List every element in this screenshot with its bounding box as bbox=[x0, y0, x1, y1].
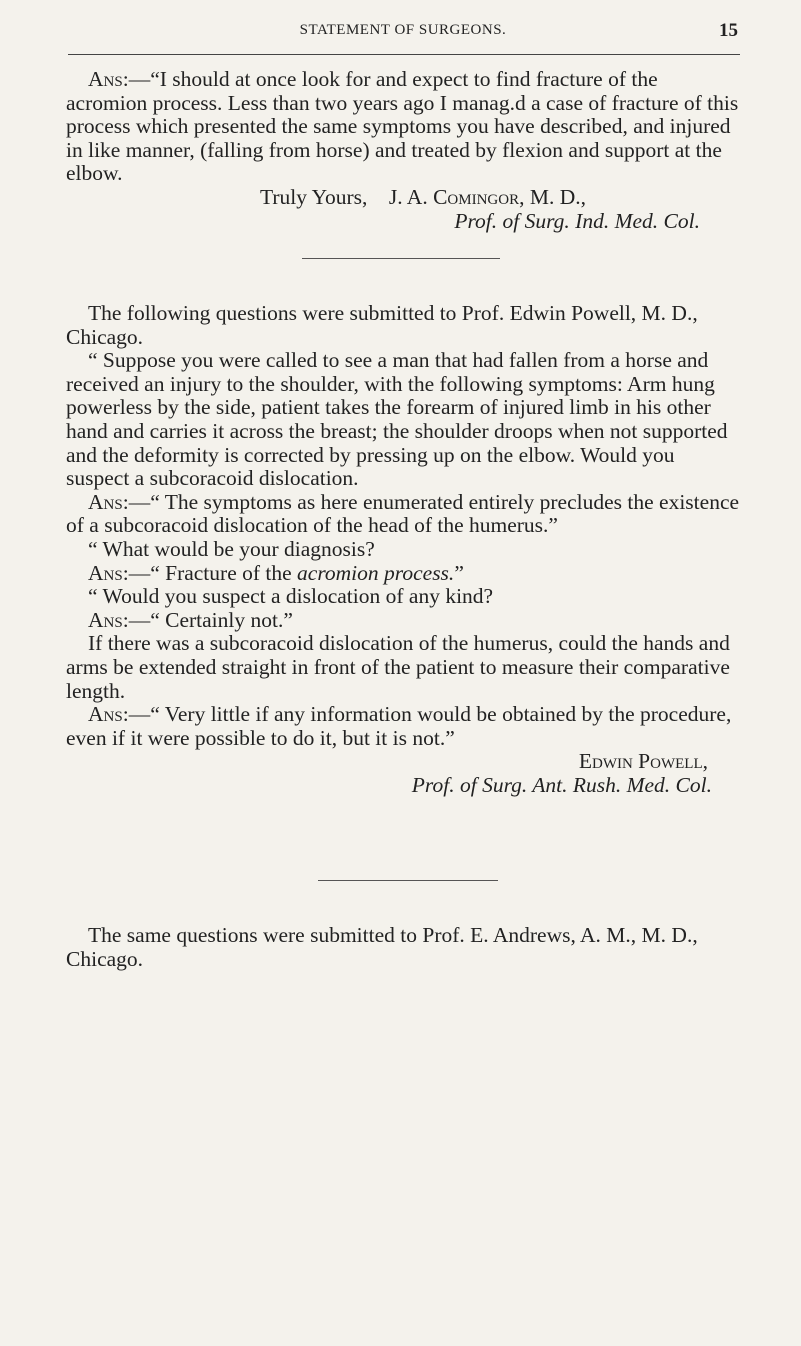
question-1: “ Suppose you were called to see a man that had fallen from a horse and received an injury to the shoulder, with the following symptoms: Arm hung powerless by the side, patient takes the forearm of injured limb in his other hand and carries it across the breast; the shoulder droops when not supported and the deformity is corrected by pressing up on the elbow. Would you suspect a subcoracoid dislocation. bbox=[66, 348, 728, 491]
answer-text: —“ Certainly not.” bbox=[128, 607, 293, 632]
question-3: “ Would you suspect a dislocation of any kind? bbox=[88, 584, 494, 609]
answer-text: —“I should at once look for and expect to find fracture of the acromion process. Less than two years ago I manag.d a case of fracture of this process which presented the same symptoms you have described, and injured in like manner, (falling from horse) and treated by flexion and support at the elbow. bbox=[66, 67, 739, 186]
comingor-title: Prof. of Surg. Ind. Med. Col. bbox=[454, 208, 700, 233]
answer-text: —“ Fracture of the bbox=[128, 560, 298, 585]
answer-text: —“ The symptoms as here enumerated entirely precludes the existence of a subcoracoid dislocation of the head of the humerus.” bbox=[66, 489, 740, 538]
page-number: 15 bbox=[719, 20, 738, 41]
powell-title: Prof. of Surg. Ant. Rush. Med. Col. bbox=[411, 772, 712, 797]
answer-3 bbox=[66, 609, 742, 633]
header-rule bbox=[68, 54, 740, 55]
powell-statement bbox=[66, 302, 742, 797]
comingor-statement bbox=[66, 68, 742, 233]
section-divider bbox=[302, 258, 500, 259]
comingor-answer bbox=[66, 68, 742, 186]
answer-label: Ans: bbox=[88, 489, 129, 514]
question-4: If there was a subcoracoid dislocation of the humerus, could the hands and arms be extended straight in front of the patient to measure their comparative length. bbox=[66, 631, 730, 703]
powell-intro: The following questions were submitted to Prof. Edwin Powell, M. D., Chicago. bbox=[66, 301, 698, 349]
answer-label: Ans: bbox=[88, 560, 129, 585]
signature: J. A. Comingor, M. D., bbox=[388, 184, 586, 209]
andrews-intro: The same questions were submitted to Prof. E. Andrews, A. M., M. D., Chicago. bbox=[66, 923, 698, 971]
andrews-intro-block bbox=[66, 924, 742, 971]
closing: Truly Yours, bbox=[260, 184, 368, 209]
answer-4 bbox=[66, 703, 742, 750]
answer-1 bbox=[66, 491, 742, 538]
running-head: STATEMENT OF SURGEONS. bbox=[299, 22, 507, 38]
answer-suffix: ” bbox=[454, 560, 464, 585]
comingor-signature-line bbox=[66, 186, 742, 210]
answer-italic: acromion process. bbox=[297, 560, 455, 585]
answer-label: Ans: bbox=[88, 702, 129, 727]
question-2: “ What would be your diagnosis? bbox=[88, 536, 375, 561]
answer-text: —“ Very little if any information would be obtained by the procedure, even if it were possible to do it, but it is not.” bbox=[66, 702, 732, 750]
answer-2 bbox=[66, 562, 742, 586]
answer-label: Ans: bbox=[88, 67, 129, 91]
page-header bbox=[68, 22, 738, 52]
section-divider bbox=[318, 880, 498, 881]
powell-signature: Edwin Powell, bbox=[578, 749, 708, 774]
answer-label: Ans: bbox=[88, 607, 129, 632]
